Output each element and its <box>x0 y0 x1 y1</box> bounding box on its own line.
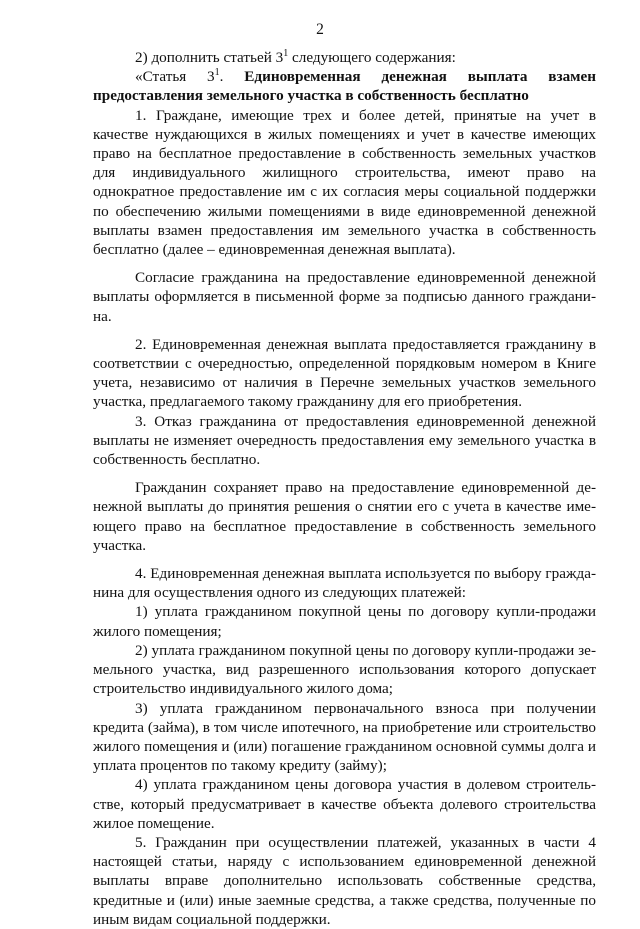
paragraph-6: 4. Единовременная денежная выплата используется по выбору гражданина для осуществления одного из следующих платежей: <box>93 565 596 602</box>
paragraph-7: 5. Гражданин при осуществлении платежей, указанных в части 4 настоящей статьи, наряду с использованием единовременной денежной выплаты вправе дополнительно использовать собственные средства, кредитные и (или) иные заемные средства, а также средства, полученные по иным видам социальной поддержки. <box>93 833 596 928</box>
intro-text: 2) дополнить статьей 3 <box>135 49 284 66</box>
paragraph-2: Согласие гражданина на предоставление единовременной денежной выплаты оформляется в письменной форме за подписью данного гражданина. <box>93 269 596 325</box>
paragraph-4: 3. Отказ гражданина от предоставления единовременной денежной выплаты не изменяет очередность предоставления ему земельного участка в собственность бесплатно. <box>93 412 596 469</box>
document-body <box>93 48 596 929</box>
paragraph-3: 2. Единовременная денежная выплата предоставляется гражданину в соответствии с очередностью, определенной порядковым номером в Книге учета, независимо от наличия в Перечне земельных участков земельного участка, предлагаемого такому гражданину для его приобретения. <box>93 335 596 411</box>
paragraph-1: 1. Граждане, имеющие трех и более детей, принятые на учет в качестве нуждающихся в жилых помещениях и учет в качестве имеющих право на бесплатное предоставление в собственность земельных участков для индивидуального жилищного строительства, имеют право на однократное предоставление им с их согласия меры социальной поддержки по обеспечению жилыми помещениями в виде единовременной денежной выплаты взамен предоставления им земельного участка в собственность бесплатно (далее – единовременная денежная выплата). <box>93 106 596 259</box>
article-heading <box>93 67 596 105</box>
intro-superscript: 1 <box>283 48 289 59</box>
intro-line <box>93 48 596 67</box>
list-item-4: 4) уплата гражданином цены договора участия в долевом строительстве, который предусматривает в качестве объекта долевого строительства жилое помещение. <box>93 776 596 832</box>
article-superscript: 1 <box>214 67 220 79</box>
list-item-3: 3) уплата гражданином первоначального взноса при получении кредита (займа), в том числе ипотечного, на приобретение или строительство жилого помещения и (или) погашение гражданином основной суммы долга и уплата процентов по такому кредиту (займу); <box>93 699 596 775</box>
page-number: 2 <box>316 21 324 38</box>
paragraph-5: Гражданин сохраняет право на предоставление единовременной денежной выплаты до принятия решения о снятии его с учета в качестве имеющего право на бесплатное предоставление в собственность земельного участка. <box>93 479 596 554</box>
intro-text-end: следующего содержания: <box>288 49 456 66</box>
article-number: «Статья 3 <box>135 68 215 86</box>
article-dot: . <box>219 68 245 86</box>
article-title: Единовременная денежная выплата взамен предоставления земельного участка в собственность бесплатно <box>93 68 597 105</box>
list-item-2: 2) уплата гражданином покупной цены по договору купли-продажи земельного участка, вид разрешенного использования которого допускает строительство индивидуального жилого дома; <box>93 641 596 698</box>
list-item-1: 1) уплата гражданином покупной цены по договору купли-продажи жилого помещения; <box>93 603 596 640</box>
